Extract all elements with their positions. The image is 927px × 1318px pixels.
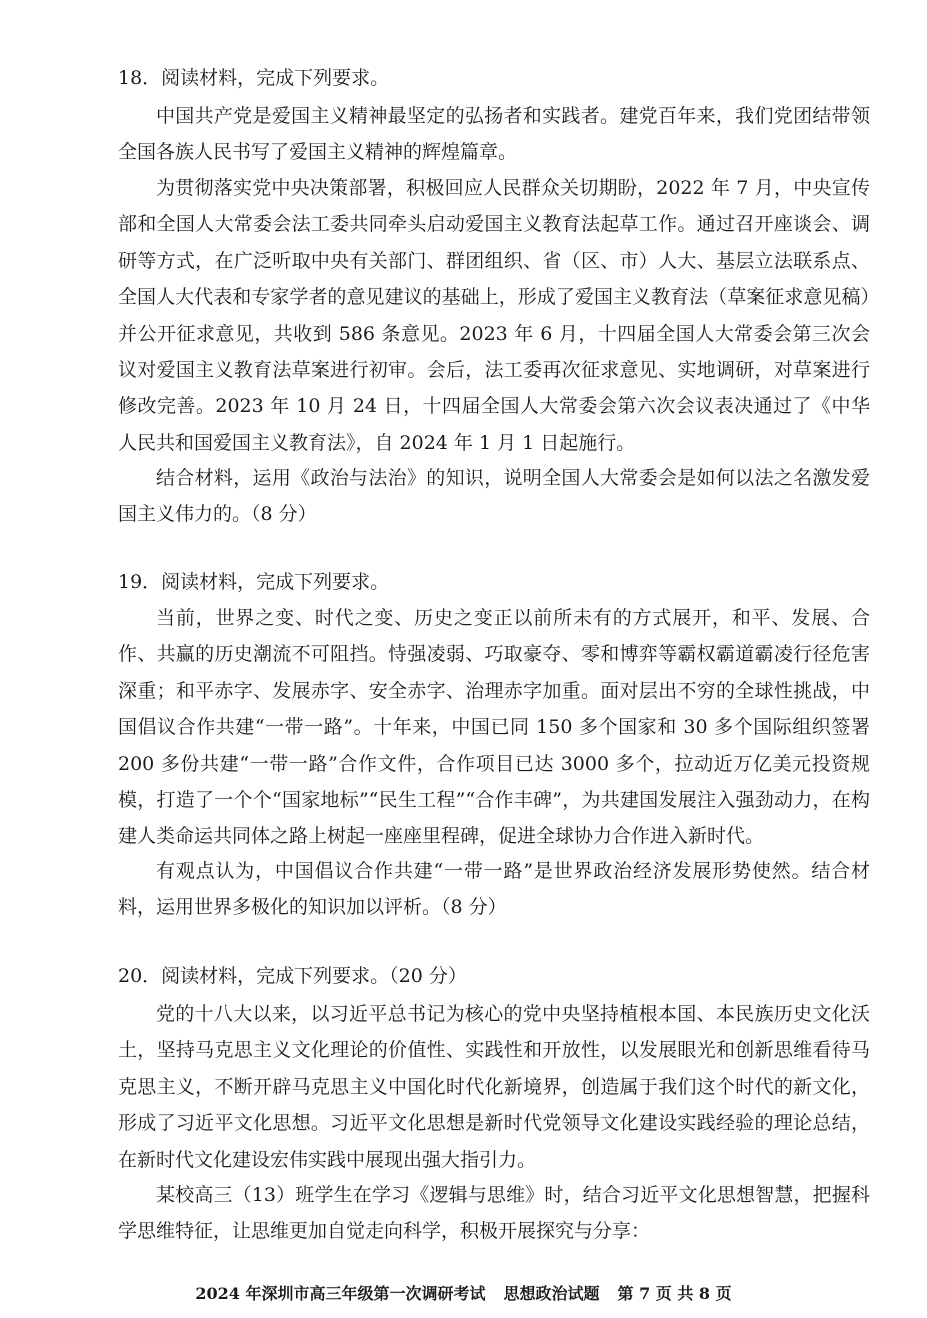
question-18-paragraph-2: 为贯彻落实党中央决策部署，积极回应人民群众关切期盼，2022 年 7 月，中央宣传部和全国人大常委会法工委共同牵头启动爱国主义教育法起草工作。通过召开座谈会、调研等方式，在广泛听取中央有关部门、群团组织、省（区、市）人大、基层立法联系点、全国人大代表和专家学者的意见建议的基础上，形成了爱国主义教育法（草案征求意见稿）并公开征求意见，共收到 586 条意见。2023 年 6 月，十四届全国人大常委会第三次会议对爱国主义教育法草案进行初审。会后，法工委再次征求意见、实地调研，对草案进行修改完善。2023 年 10 月 24 日，十四届全国人大常委会第六次会议表决通过了《中华人民共和国爱国主义教育法》，自 2024 年 1 月 1 日起施行。: [118, 177, 870, 454]
question-18-paragraph-1: 中国共产党是爱国主义精神最坚定的弘扬者和实践者。建党百年来，我们党团结带领全国各族人民书写了爱国主义精神的辉煌篇章。: [118, 105, 870, 164]
footer-subject: 思想政治试题: [503, 1284, 600, 1303]
question-19-prompt: 有观点认为，中国倡议合作共建“一带一路”是世界政治经济发展形势使然。结合材料，运用世界多极化的知识加以评析。（8 分）: [118, 860, 870, 919]
page-footer: [0, 1283, 927, 1305]
question-18-prompt: 结合材料，运用《政治与法治》的知识，说明全国人大常委会是如何以法之名激发爱国主义伟力的。（8 分）: [118, 467, 870, 526]
question-20-paragraph-2: 某校高三（13）班学生在学习《逻辑与思维》时，结合习近平文化思想智慧，把握科学思维特征，让思维更加自觉走向科学，积极开展探究与分享：: [118, 1184, 870, 1243]
question-19-paragraph-1: 当前，世界之变、时代之变、历史之变正以前所未有的方式展开，和平、发展、合作、共赢的历史潮流不可阻挡。恃强凌弱、巧取豪夺、零和博弈等霸权霸道霸凌行径危害深重；和平赤字、发展赤字、安全赤字、治理赤字加重。面对层出不穷的全球性挑战，中国倡议合作共建“一带一路”。十年来，中国已同 150 多个国家和 30 多个国际组织签署 200 多份共建“一带一路”合作文件，合作项目已达 3000 多个，拉动近万亿美元投资规模，打造了一个个“国家地标”“民生工程”“合作丰碑”，为共建国发展注入强劲动力，在构建人类命运共同体之路上树起一座座里程碑，促进全球协力合作进入新时代。: [118, 607, 870, 848]
question-18-title: 18．阅读材料，完成下列要求。: [118, 67, 390, 89]
footer-exam-name: 2024 年深圳市高三年级第一次调研考试: [195, 1284, 486, 1303]
footer-page-number: 第 7 页 共 8 页: [617, 1284, 732, 1303]
question-20-title: 20．阅读材料，完成下列要求。（20 分）: [118, 965, 467, 987]
question-19-title: 19．阅读材料，完成下列要求。: [118, 571, 390, 593]
question-20-paragraph-1: 党的十八大以来，以习近平总书记为核心的党中央坚持植根本国、本民族历史文化沃土，坚持马克思主义文化理论的价值性、实践性和开放性，以发展眼光和创新思维看待马克思主义，不断开辟马克思主义中国化时代化新境界，创造属于我们这个时代的新文化，形成了习近平文化思想。习近平文化思想是新时代党领导文化建设实践经验的理论总结，在新时代文化建设宏伟实践中展现出强大指引力。: [118, 1003, 870, 1171]
